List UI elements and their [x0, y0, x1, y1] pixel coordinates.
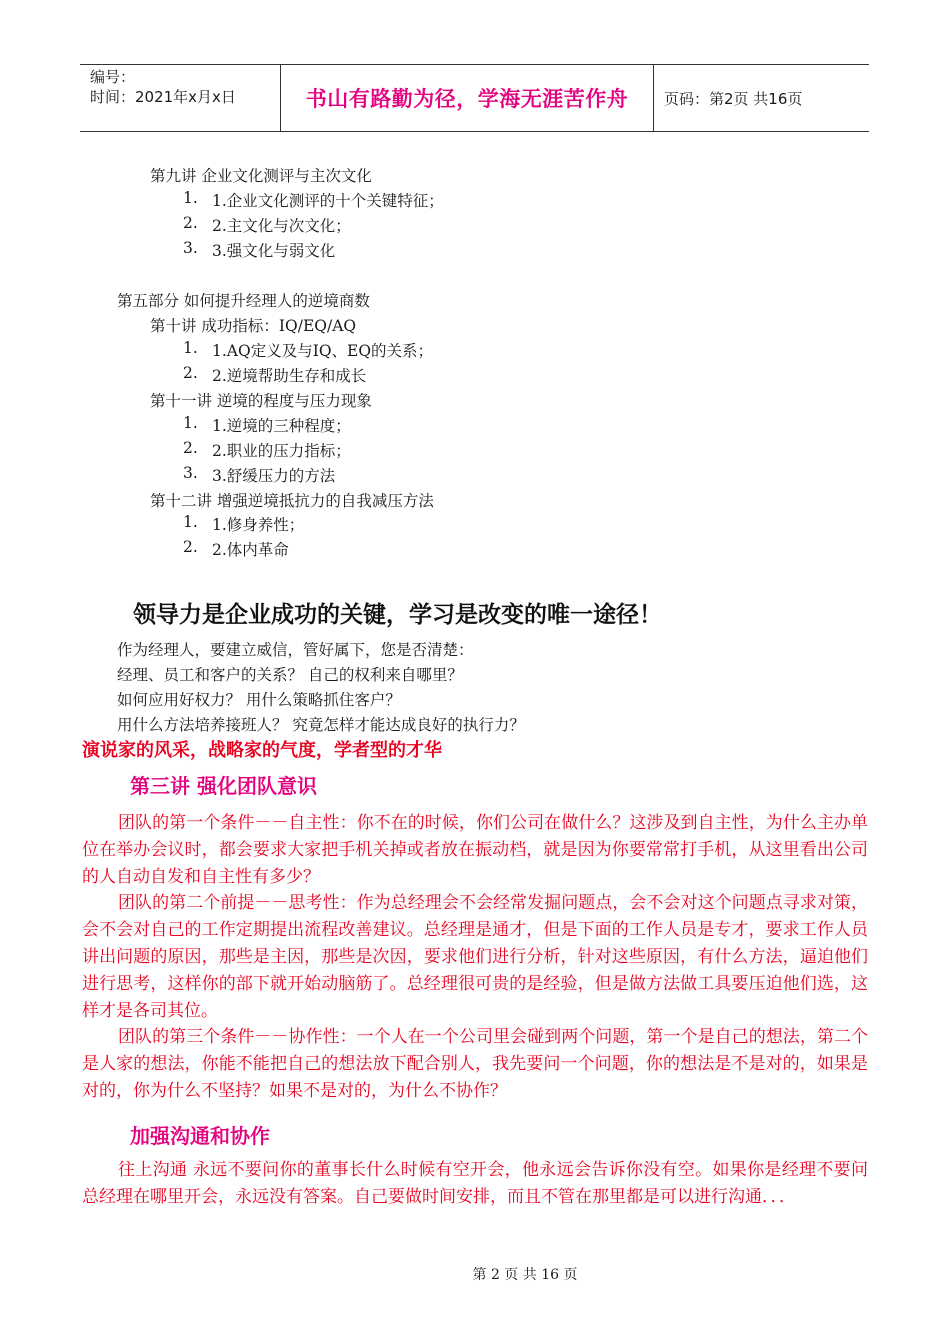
team-paragraph: 团队的第三个条件－－协作性：一个人在一个公司里会碰到两个问题，第一个是自己的想法，第二个是人家的想法，你能不能把自己的想法放下配合别人，我先要问一个问题，你的想法是不是对的，如果是对的，你为什么不坚持？如果不是对的，为什么不协作？ [82, 1027, 868, 1101]
page-number-label: 页码：第2页 共16页 [664, 89, 803, 108]
lecture12-title: 第十二讲 增强逆境抵抗力的自我减压方法 [150, 492, 434, 510]
slogan: 演说家的风采，战略家的气度，学者型的才华 [82, 740, 442, 761]
list-number: 1. [183, 339, 198, 357]
list-item: 3.舒缓压力的方法 [212, 467, 336, 485]
comm-heading: 加强沟通和协作 [130, 1124, 270, 1148]
lecture9-title: 第九讲 企业文化测评与主次文化 [150, 167, 372, 185]
list-item: 1.逆境的三种程度； [212, 417, 351, 435]
part5-title: 第五部分 如何提升经理人的逆境商数 [117, 292, 370, 310]
team-paragraph: 团队的第二个前提－－思考性：作为总经理会不会经常发掘问题点，会不会对这个问题点寻求对策，会不会对自己的工作定期提出流程改善建议。总经理是通才，但是下面的工作人员是专才，要求工作人员讲出问题的原因，那些是主因，那些是次因，要求他们进行分析，针对这些原因，有什么方法，逼迫他们进行思考，这样你的部下就开始动脑筋了。总经理很可贵的是经验，但是做方法做工具要压迫他们选，这样才是各司其位。 [82, 893, 868, 1021]
comm-paragraph: 往上沟通 永远不要问你的董事长什么时候有空开会，他永远会告诉你没有空。如果你是经理不要问总经理在哪里开会，永远没有答案。自己要做时间安排，而且不管在那里都是可以进行沟通．．． [82, 1160, 868, 1207]
page-header [80, 64, 869, 132]
lecture10-title: 第十讲 成功指标：IQ/EQ/AQ [150, 317, 357, 335]
list-number: 3. [183, 464, 198, 482]
list-item: 2.逆境帮助生存和成长 [212, 367, 367, 385]
footer-page-number: 第 2 页 共 16 页 [472, 1267, 578, 1283]
list-item: 2.主文化与次文化； [212, 217, 351, 235]
list-number: 3. [183, 239, 198, 257]
leadership-question: 作为经理人，要建立威信，管好属下，您是否清楚： [117, 641, 474, 659]
list-number: 2. [183, 439, 198, 457]
list-item: 2.职业的压力指标； [212, 442, 351, 460]
list-item: 2.体内革命 [212, 541, 289, 559]
leadership-question: 如何应用好权力？ 用什么策略抓住客户？ [117, 691, 401, 709]
motto: 书山有路勤为径，学海无涯苦作舟 [305, 87, 629, 111]
leadership-question: 经理、员工和客户的关系？ 自己的权利来自哪里？ [117, 666, 463, 684]
header-meta [80, 65, 280, 131]
list-number: 1. [183, 513, 198, 531]
team-body [82, 810, 868, 1105]
lecture11-title: 第十一讲 逆境的程度与压力现象 [150, 392, 372, 410]
comm-body [82, 1157, 868, 1211]
team-paragraph: 团队的第一个条件－－自主性：你不在的时候，你们公司在做什么？这涉及到自主性，为什么主办单位在举办会议时，都会要求大家把手机关掉或者放在振动档，就是因为你要常常打手机，从这里看出公司的人自动自发和自主性有多少？ [82, 813, 868, 887]
list-item: 1.AQ定义及与IQ、EQ的关系； [212, 342, 434, 360]
list-item: 3.强文化与弱文化 [212, 242, 336, 260]
list-number: 2. [183, 538, 198, 556]
leadership-title: 领导力是企业成功的关键，学习是改变的唯一途径！ [133, 602, 662, 628]
serial-label: 编号： [90, 68, 136, 86]
list-item: 1.企业文化测评的十个关键特征； [212, 192, 444, 210]
list-number: 1. [183, 414, 198, 432]
header-motto-cell [280, 65, 654, 131]
page-footer [0, 1264, 950, 1284]
leadership-question: 用什么方法培养接班人？ 究竟怎样才能达成良好的执行力？ [117, 716, 525, 734]
team-heading: 第三讲 强化团队意识 [130, 774, 317, 798]
date-label: 时间：2021年x月x日 [90, 88, 236, 106]
list-number: 2. [183, 364, 198, 382]
list-number: 1. [183, 189, 198, 207]
list-item: 1.修身养性； [212, 516, 305, 534]
list-number: 2. [183, 214, 198, 232]
